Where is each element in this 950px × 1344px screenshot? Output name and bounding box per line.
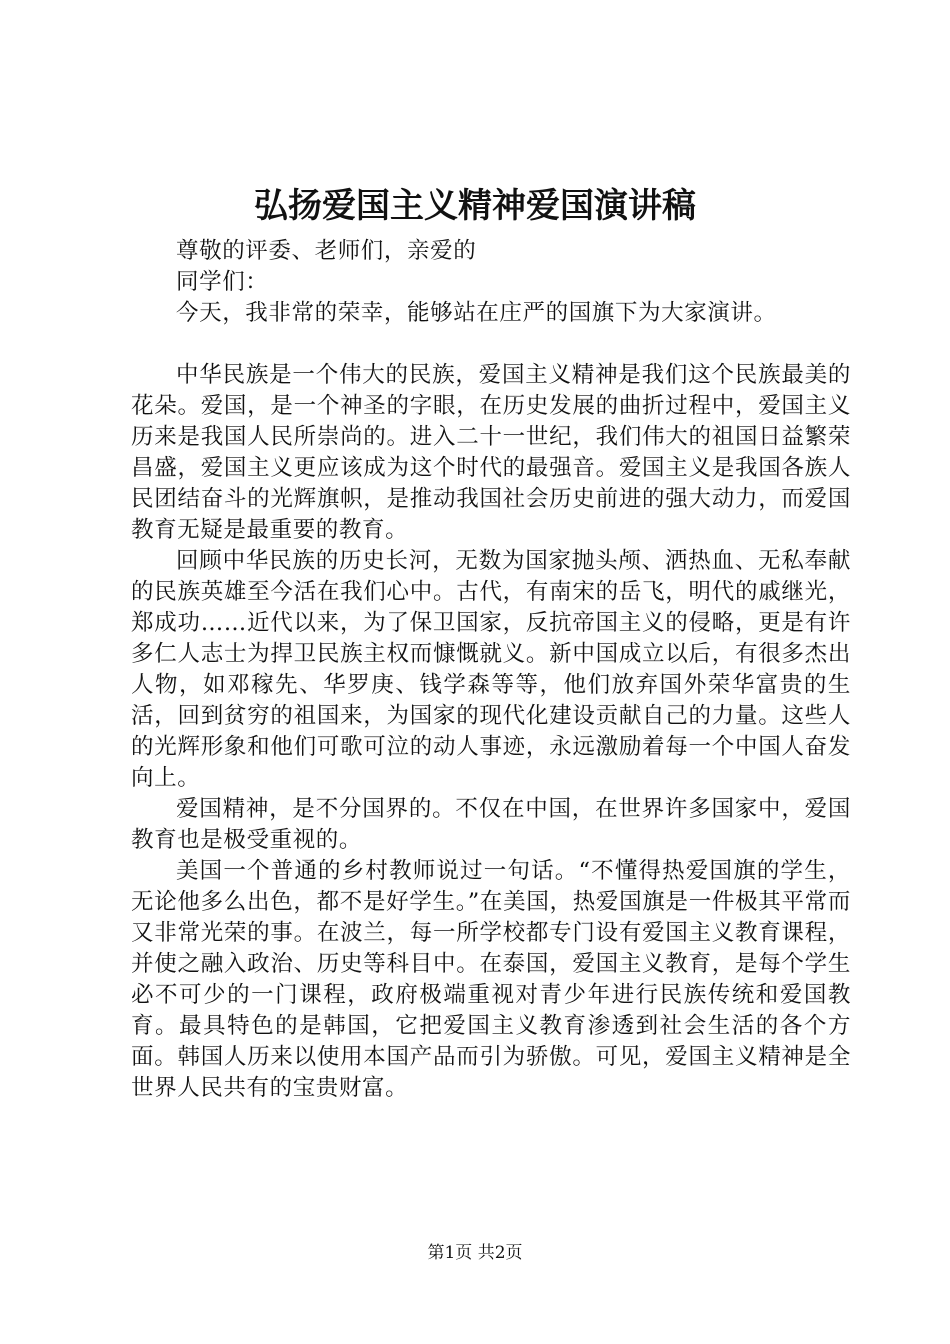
body-paragraph: 爱国精神，是不分国界的。不仅在中国，在世界许多国家中，爱国教育也是极受重视的。 [131,796,851,853]
body-paragraph: 美国一个普通的乡村教师说过一句话。“不懂得热爱国旗的学生，无论他多么出色，都不是好学生。”在美国，热爱国旗是一件极其平常而又非常光荣的事。在波兰，每一所学校都专门设有爱国主义教育课程，并使之融入政治、历史等科目中。在泰国，爱国主义教育，是每个学生必不可少的一门课程，政府极端重视对青少年进行民族传统和爱国教育。最具特色的是韩国，它把爱国主义教育渗透到社会生活的各个方面。韩国人历来以使用本国产品而引为骄傲。可见，爱国主义精神是全世界人民共有的宝贵财富。 [131,858,851,1101]
salutation-line-2: 同学们： [176,269,269,295]
opening-paragraph: 今天，我非常的荣幸，能够站在庄严的国旗下为大家演讲。 [176,300,777,326]
document-body [131,236,851,1104]
page-footer: 第1页 共2页 [427,1243,523,1263]
salutation-line-1: 尊敬的评委、老师们，亲爱的 [176,238,477,264]
document-title: 弘扬爱国主义精神爱国演讲稿 [254,186,696,226]
body-paragraph: 回顾中华民族的历史长河，无数为国家抛头颅、洒热血、无私奉献的民族英雄至今活在我们心中。古代，有南宋的岳飞，明代的戚继光，郑成功……近代以来，为了保卫国家，反抗帝国主义的侵略，更是有许多仁人志士为捍卫民族主权而慷慨就义。新中国成立以后，有很多杰出人物，如邓稼先、华罗庚、钱学森等等，他们放弃国外荣华富贵的生活，回到贫穷的祖国来，为国家的现代化建设贡献自己的力量。这些人的光辉形象和他们可歌可泣的动人事迹，永远激励着每一个中国人奋发向上。 [131,548,851,791]
body-paragraph: 中华民族是一个伟大的民族，爱国主义精神是我们这个民族最美的花朵。爱国，是一个神圣的字眼，在历史发展的曲折过程中，爱国主义历来是我国人民所崇尚的。进入二十一世纪，我们伟大的祖国日益繁荣昌盛，爱国主义更应该成为这个时代的最强音。爱国主义是我国各族人民团结奋斗的光辉旗帜，是推动我国社会历史前进的强大动力，而爱国教育无疑是最重要的教育。 [131,362,851,543]
